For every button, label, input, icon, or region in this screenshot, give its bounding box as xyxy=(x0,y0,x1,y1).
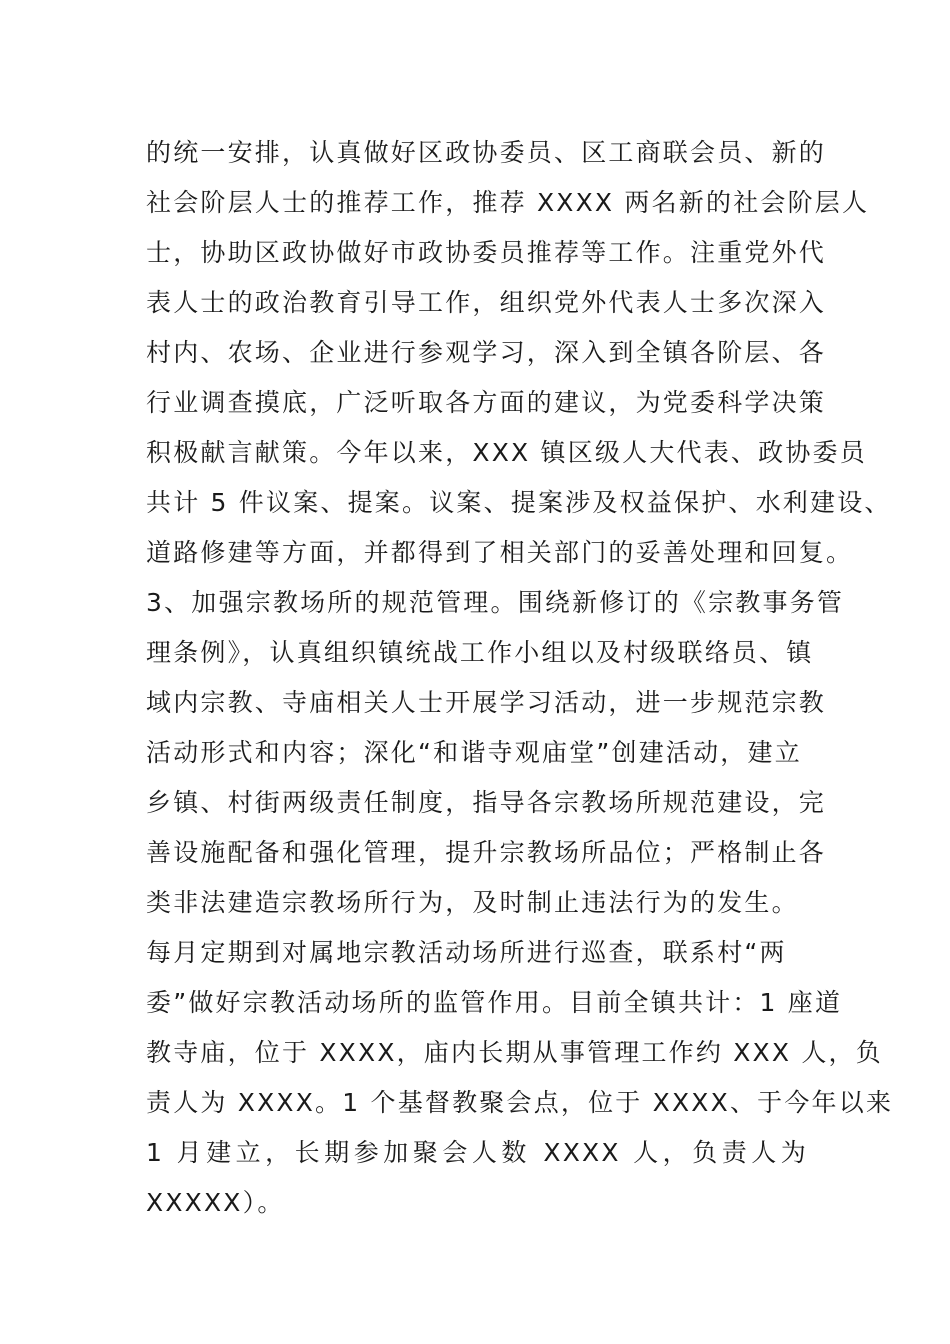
text-line-18: 委”做好宗教活动场所的监管作用。目前全镇共计：1 座道 xyxy=(146,988,843,1017)
text-line-21: 1 月建立，长期参加聚会人数 XXXX 人，负责人为 xyxy=(146,1138,808,1167)
text-line-22: XXXXX）。 xyxy=(146,1188,285,1217)
text-line-20: 责人为 XXXX。1 个基督教聚会点，位于 XXXX、于今年以来 xyxy=(146,1088,894,1117)
text-line-4: 表人士的政治教育引导工作，组织党外代表人士多次深入 xyxy=(146,288,827,317)
text-line-15: 善设施配备和强化管理，提升宗教场所品位；严格制止各 xyxy=(146,838,827,867)
text-line-19: 教寺庙，位于 XXXX，庙内长期从事管理工作约 XXX 人，负 xyxy=(146,1038,883,1067)
text-line-14: 乡镇、村街两级责任制度，指导各宗教场所规范建设，完 xyxy=(146,788,827,817)
text-line-13: 活动形式和内容；深化“和谐寺观庙堂”创建活动，建立 xyxy=(146,738,802,767)
text-line-11: 理条例》，认真组织镇统战工作小组以及村级联络员、镇 xyxy=(146,638,814,667)
text-line-8: 共计 5 件议案、提案。议案、提案涉及权益保护、水利建设、 xyxy=(146,488,892,517)
text-line-16: 类非法建造宗教场所行为，及时制止违法行为的发生。 xyxy=(146,888,799,917)
text-line-1: 的统一安排，认真做好区政协委员、区工商联会员、新的 xyxy=(146,138,827,167)
text-line-10: 3、加强宗教场所的规范管理。围绕新修订的《宗教事务管 xyxy=(146,588,845,617)
text-line-6: 行业调查摸底，广泛听取各方面的建议，为党委科学决策 xyxy=(146,388,827,417)
text-line-9: 道路修建等方面，并都得到了相关部门的妥善处理和回复。 xyxy=(146,538,854,567)
text-line-5: 村内、农场、企业进行参观学习，深入到全镇各阶层、各 xyxy=(146,338,827,367)
text-line-12: 域内宗教、寺庙相关人士开展学习活动，进一步规范宗教 xyxy=(146,688,827,717)
text-line-17: 每月定期到对属地宗教活动场所进行巡查，联系村“两 xyxy=(146,938,787,967)
text-line-2: 社会阶层人士的推荐工作，推荐 XXXX 两名新的社会阶层人 xyxy=(146,188,870,217)
text-line-7: 积极献言献策。今年以来，XXX 镇区级人大代表、政协委员 xyxy=(146,438,867,467)
text-line-3: 士，协助区政协做好市政协委员推荐等工作。注重党外代 xyxy=(146,238,827,267)
